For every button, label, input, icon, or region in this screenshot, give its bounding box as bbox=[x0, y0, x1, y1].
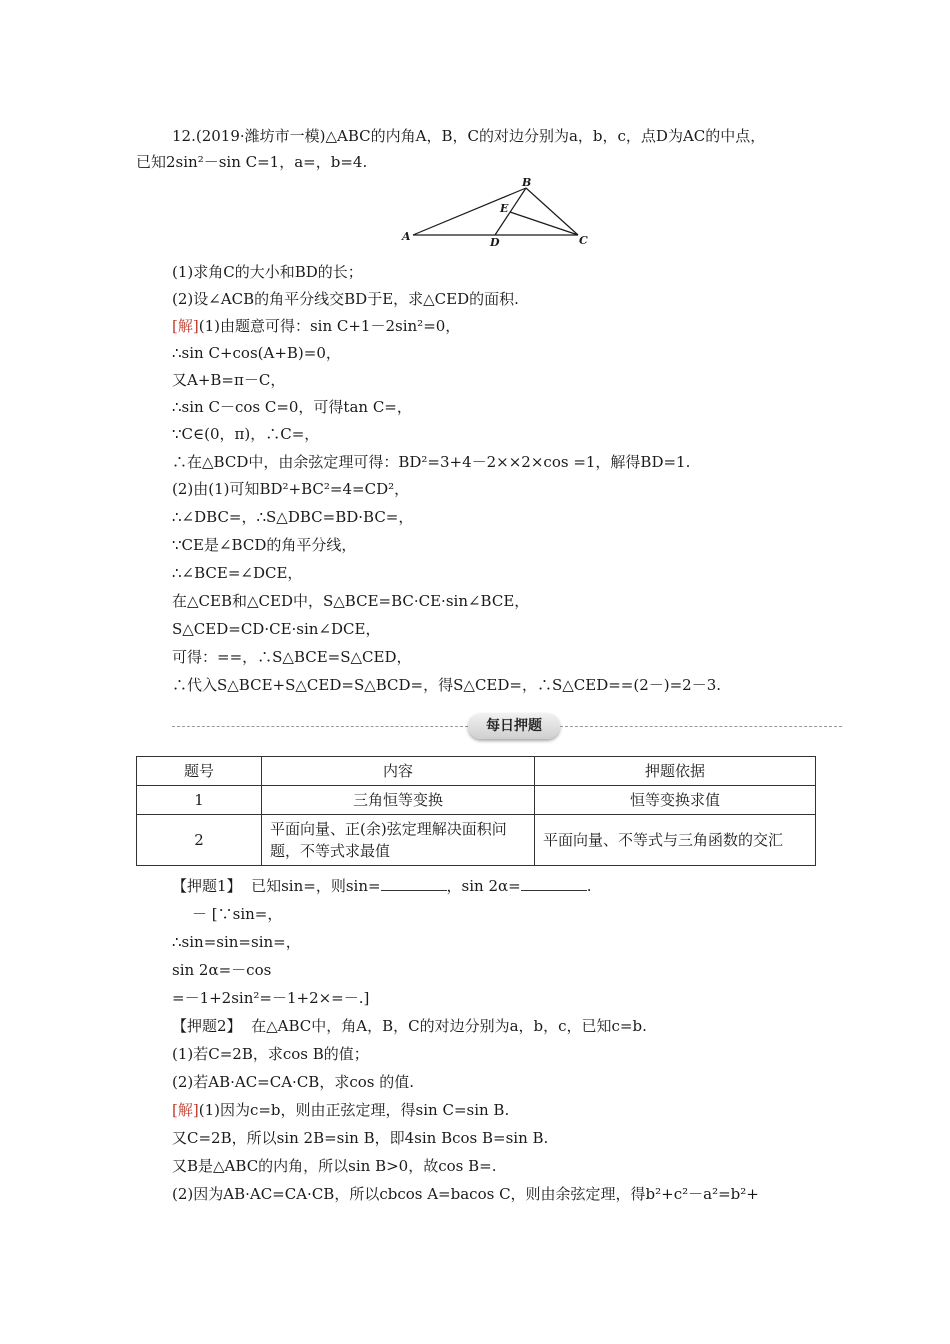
exercise-2-text: 在△ABC中，角A，B，C的对边分别为a，b，c，已知c=b. bbox=[251, 1017, 647, 1035]
exercise-1-label: 【押题1】 bbox=[172, 877, 242, 895]
solution-text: (1)由题意可得：sin C+1－2sin²=0， bbox=[198, 317, 461, 335]
table-cell: 平面向量、不等式与三角函数的交汇 bbox=[535, 815, 816, 866]
solution-line: ∴代入S△BCE+S△CED=S△BCD=，得S△CED=，∴S△CED==(2－)=2－3. bbox=[172, 676, 722, 694]
exercise-1-answer: =－1+2sin²=－1+2×=－.] bbox=[172, 989, 370, 1007]
exercise-2 bbox=[172, 1016, 647, 1036]
triangle-diagram bbox=[398, 176, 598, 246]
table-cell: 1 bbox=[137, 786, 262, 815]
question-2: (2)设∠ACB的角平分线交BD于E，求△CED的面积. bbox=[172, 290, 519, 308]
point-b-label: B bbox=[522, 176, 532, 189]
solution-line: (2)由(1)可知BD²+BC²=4=CD²， bbox=[172, 480, 410, 498]
solution-line bbox=[172, 316, 460, 336]
solution-line: ∴在△BCD中，由余弦定理可得：BD²=3+4－2××2×cos =1，解得BD=1. bbox=[172, 453, 691, 471]
answer-blank bbox=[521, 876, 587, 891]
solution-line: ∴∠BCE=∠DCE， bbox=[172, 564, 303, 582]
solution-line: S△CED=CD·CE·sin∠DCE， bbox=[172, 620, 381, 638]
exercise-2-question: (1)若C=2B，求cos B的值； bbox=[172, 1045, 369, 1063]
solution-tag: [解] bbox=[172, 317, 199, 335]
problem-line-2: 已知2sin²－sin C=1，a=，b=4. bbox=[136, 153, 368, 171]
point-d-label: D bbox=[490, 236, 500, 246]
table-header: 题号 bbox=[137, 757, 262, 786]
exercise-2-label: 【押题2】 bbox=[172, 1017, 242, 1035]
table-cell: 2 bbox=[137, 815, 262, 866]
divider-right bbox=[560, 726, 842, 727]
question-1: (1)求角C的大小和BD的长； bbox=[172, 263, 363, 281]
exercise-2-solution bbox=[172, 1100, 509, 1120]
exercise-2-solution: (2)因为AB·AC=CA·CB，所以cbcos A=bacos C，则由余弦定理，得b²+c²－a²=b²+ bbox=[172, 1185, 759, 1203]
table-row bbox=[137, 815, 816, 866]
exercise-1-answer: － [∵sin=， bbox=[192, 905, 283, 923]
exercise-1-text: . bbox=[586, 877, 592, 895]
solution-line: 在△CEB和△CED中，S△BCE=BC·CE·sin∠BCE， bbox=[172, 592, 530, 610]
solution-line: ∴∠DBC=，∴S△DBC=BD·BC=， bbox=[172, 508, 414, 526]
solution-line: ∵C∈(0，π)，∴C=， bbox=[172, 425, 320, 443]
solution-line: 又A+B=π－C， bbox=[172, 371, 286, 389]
point-a-label: A bbox=[402, 230, 411, 243]
exercise-2-solution: 又C=2B，所以sin 2B=sin B，即4sin Bcos B=sin B. bbox=[172, 1129, 549, 1147]
solution-line: ∴sin C+cos(A+B)=0， bbox=[172, 344, 341, 362]
exercise-1 bbox=[172, 876, 592, 896]
exercise-1-text: 已知sin=，则sin= bbox=[251, 877, 381, 895]
table-header: 内容 bbox=[262, 757, 535, 786]
solution-line: ∴sin C－cos C=0，可得tan C=， bbox=[172, 398, 412, 416]
table-row bbox=[137, 786, 816, 815]
solution-tag: [解] bbox=[172, 1101, 199, 1119]
exercise-2-question: (2)若AB·AC=CA·CB，求cos 的值. bbox=[172, 1073, 414, 1091]
problem-line-1: 12.(2019·潍坊市一模)△ABC的内角A，B，C的对边分别为a，b，c，点D为AC的中点， bbox=[172, 127, 766, 145]
prediction-table bbox=[136, 756, 816, 866]
table-header: 押题依据 bbox=[535, 757, 816, 786]
point-e-label: E bbox=[500, 202, 509, 215]
exercise-1-text: ，sin 2α= bbox=[446, 877, 521, 895]
exercise-1-answer: ∴sin=sin=sin=， bbox=[172, 933, 301, 951]
table-cell: 恒等变换求值 bbox=[535, 786, 816, 815]
solution-line: 可得：==，∴S△BCE=S△CED， bbox=[172, 648, 412, 666]
answer-blank bbox=[381, 876, 447, 891]
table-header-row bbox=[137, 757, 816, 786]
exercise-2-solution: 又B是△ABC的内角，所以sin B>0，故cos B=. bbox=[172, 1157, 497, 1175]
divider-left bbox=[172, 726, 468, 727]
solution-text: (1)因为c=b，则由正弦定理，得sin C=sin B. bbox=[198, 1101, 510, 1119]
solution-line: ∵CE是∠BCD的角平分线， bbox=[172, 536, 357, 554]
exercise-1-answer: sin 2α=－cos bbox=[172, 961, 272, 979]
table-cell: 三角恒等变换 bbox=[262, 786, 535, 815]
point-c-label: C bbox=[579, 234, 588, 246]
table-cell: 平面向量、正(余)弦定理解决面积问题，不等式求最值 bbox=[262, 815, 535, 866]
daily-banner: 每日押题 bbox=[468, 713, 560, 739]
